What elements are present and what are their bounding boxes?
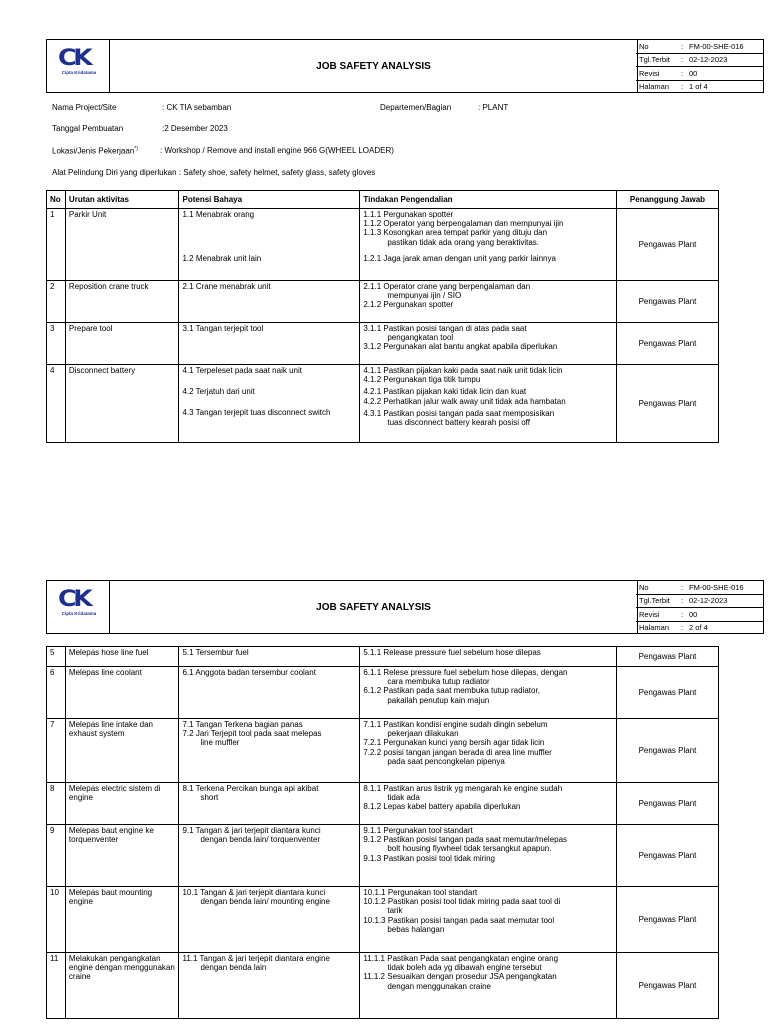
table-row: 8 Melepas electric sistem di engine 8.1 Terkena Percikan bunga api akibat short 8.1.1 Pastikan arus listrik yg mengarah ke engine sudah tidak ada 8.1.2 Lepas kabel battery apabila diperlukan Pengawas Plant <box>47 783 719 825</box>
table-row: 2 Reposition crane truck 2.1 Crane menabrak unit 2.1.1 Operator crane yang berpengalaman dan mempunyai ijin / SIO 2.1.2 Pergunakan spotter Pengawas Plant <box>47 281 719 323</box>
company-logo: CK Cipta Kridatama <box>57 587 97 616</box>
header-no: No <box>47 191 66 209</box>
dept-value: : PLANT <box>478 103 509 112</box>
table-header-row <box>47 191 719 209</box>
project-label: Nama Project/Site <box>52 103 117 112</box>
table-row: 11 Melakukan pengangkatan engine dengan menggunakan craine 11.1 Tangan & jari terjepit diantara engine dengan benda lain 11.1.1 Pastikan Pada saat pengangkatan engine orang tidak boleh ada yg dibawah engine tersebut 11.1.2 Sesuaikan dengan prosedur JSA pengangkatan dengan menggunakan craine Pengawas Plant <box>47 953 719 1019</box>
logo-cell <box>46 580 110 634</box>
form-header-page2 <box>46 580 744 634</box>
table-row: 9 Melepas baut engine ke torquenventer 9.1 Tangan & jari terjepit diantara kunci dengan benda lain/ torquenventer 9.1.1 Pergunakan tool standart 9.1.2 Pastikan posisi tangan pada saat memutar/melepas bolt housing flywheel tidak tersangkut apapun. 9.1.3 Pastikan posisi tool tidak miring Pengawas Plant <box>47 825 719 887</box>
table-row: 6 Melepas line coolant 6.1 Anggota badan tersembur coolant 6.1.1 Relese pressure fuel sebelum hose dilepas, dengan cara membuka tutup radiator 6.1.2 Pastikan pada saat membuka tutup radiator, pakailah penutup kain majun Pengawas Plant <box>47 667 719 719</box>
project-value: : CK TIA sebamban <box>162 103 232 112</box>
responsible-cell: Pengawas Plant <box>616 647 718 667</box>
form-title: JOB SAFETY ANALYSIS <box>109 39 638 93</box>
table-row: 1 Parkir Unit 1.1 Menabrak orang 1.2 Menabrak unit lain 1.1.1 Pergunakan spotter 1.1.2 Operator yang berpengalaman dan mempunyai ijin 1.1.3 Kosongkan area tempat parkir yang dituju dan pastikan tidak ada orang yang beraktivitas. 1.2.1 Jaga jarak aman dengan unit yang parkir lainnya Pengawas Plant <box>47 209 719 281</box>
header-activity: Urutan aktivitas <box>65 191 179 209</box>
responsible-cell: Pengawas Plant <box>616 887 718 953</box>
table-row: 3 Prepare tool 3.1 Tangan terjepit tool 3.1.1 Pastikan posisi tangan di atas pada saat pengangkatan tool 3.1.2 Pergunakan alat bantu angkat apabila diperlukan Pengawas Plant <box>47 323 719 365</box>
responsible-cell: Pengawas Plant <box>616 719 718 783</box>
responsible-cell: Pengawas Plant <box>616 281 718 323</box>
jsa-table-page2 <box>46 646 719 1019</box>
table-row: 5 Melepas hose line fuel 5.1 Tersembur fuel 5.1.1 Release pressure fuel sebelum hose dilepas Pengawas Plant <box>47 647 719 667</box>
logo-cell <box>46 39 110 93</box>
table-row: 4 Disconnect battery 4.1 Terpeleset pada saat naik unit 4.2 Terjatuh dari unit 4.3 Tangan terjepit tuas disconnect switch 4.1.1 Pastikan pijakan kaki pada saat naik unit tidak licin 4.1.2 Pergunakan tiga titik tumpu 4.2.1 Pastikan pijakan kaki tidak licin dan kuat 4.2.2 Perhatikan jalur walk away unit tidak ada hambatan 4.3.1 Pastikan posisi tangan pada saat memposisikan tuas disconnect battery kearah posisi off Pengawas Plant <box>47 365 719 443</box>
table-row: 7 Melepas line intake dan exhaust system 7.1 Tangan Terkena bagian panas 7.2 Jari Terjepit tool pada saat melepas line muffler 7.1.1 Pastikan kondisi engine sudah dingin sebelum pekerjaan dilakukan 7.2.1 Pergunakan kunci yang bersih agar tidak licin 7.2.2 posisi tangan jangan berada di area line muffler pada saat pencongkelan pipenya Pengawas Plant <box>47 719 719 783</box>
responsible-cell: Pengawas Plant <box>616 323 718 365</box>
form-header-page1 <box>46 39 744 93</box>
form-meta-page1: No : FM-00-SHE-016 Tgl.Terbit : 02-12-2023 Revisi : 00 Halaman : 1 of 4 <box>636 39 764 93</box>
company-logo: CK Cipta Kridatama <box>57 46 97 75</box>
dept-label: Departemen/Bagian <box>380 103 452 112</box>
form-meta-page2: No : FM-00-SHE-016 Tgl.Terbit : 02-12-2023 Revisi : 00 Halaman : 2 of 4 <box>636 580 764 634</box>
responsible-cell: Pengawas Plant <box>616 783 718 825</box>
table-row: 10 Melepas baut mounting engine 10.1 Tangan & jari terjepit diantara kunci dengan benda lain/ mounting engine 10.1.1 Pergunakan tool standart 10.1.2 Pastikan posisi tool tidak miring pada saat tool di tarik 10.1.3 Pastikan posisi tangan pada saat memutar tool bebas halangan Pengawas Plant <box>47 887 719 953</box>
header-control: Tindakan Pengendalian <box>360 191 617 209</box>
responsible-cell: Pengawas Plant <box>616 209 718 281</box>
date-value: :2 Desember 2023 <box>162 124 228 133</box>
responsible-cell: Pengawas Plant <box>616 953 718 1019</box>
header-hazard: Potensi Bahaya <box>179 191 360 209</box>
responsible-cell: Pengawas Plant <box>616 667 718 719</box>
jsa-table-page1 <box>46 190 719 443</box>
date-label: Tanggal Pembuatan <box>52 124 124 133</box>
responsible-cell: Pengawas Plant <box>616 825 718 887</box>
header-responsible: Penanggung Jawab <box>616 191 718 209</box>
form-title: JOB SAFETY ANALYSIS <box>109 580 638 634</box>
location-value: : Workshop / Remove and install engine 966 G(WHEEL LOADER) <box>160 146 394 155</box>
responsible-cell: Pengawas Plant <box>616 365 718 443</box>
ppe-line: Alat Pelindung Diri yang diperlukan : Safety shoe, safety helmet, safety glass, safety gloves <box>52 168 376 177</box>
location-label: Lokasi/Jenis Pekerjaan*) <box>52 146 138 156</box>
